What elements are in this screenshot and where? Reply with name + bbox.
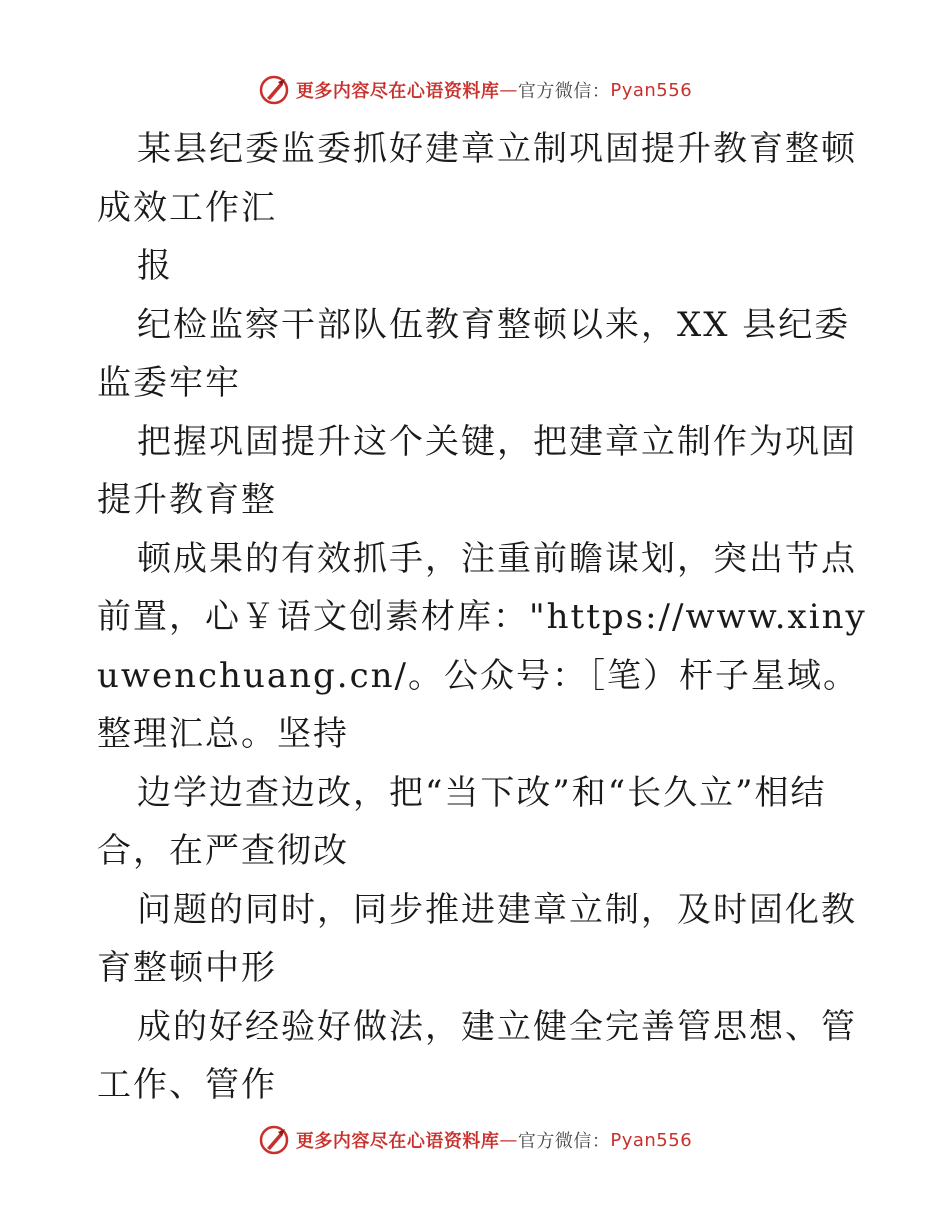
banner-official-label: 官方微信： bbox=[517, 81, 611, 102]
banner-dash: — bbox=[499, 79, 518, 101]
doc-paragraph: 把握巩固提升这个关键，把建章立制作为巩固提升教育整 bbox=[97, 421, 857, 520]
document-body bbox=[97, 120, 867, 1115]
doc-paragraph: 成的好经验好做法，建立健全完善管思想、管工作、管作 bbox=[97, 1006, 857, 1105]
doc-paragraph: 问题的同时，同步推进建章立制，及时固化教育整顿中形 bbox=[97, 889, 857, 988]
doc-paragraph: 边学边查边改，把“当下改”和“长久立”相结合，在严查彻改 bbox=[97, 772, 827, 871]
quill-pen-circle-icon bbox=[258, 1124, 290, 1156]
banner-site-text: 更多内容尽在心语资料库 bbox=[295, 81, 500, 102]
doc-title-continuation: 报 bbox=[137, 246, 173, 286]
footer-banner bbox=[0, 1120, 950, 1160]
doc-paragraph: 顿成果的有效抓手，注重前瞻谋划，突出节点前置，心￥语文创素材库："https://www.xinyuwenchuang.cn/。公众号：［笔）杆子星域。整理汇总。坚持 bbox=[97, 538, 867, 754]
banner-dash: — bbox=[499, 1129, 518, 1151]
banner-wechat-id: Pyan556 bbox=[610, 1129, 693, 1151]
header-banner bbox=[0, 70, 950, 110]
quill-pen-circle-icon bbox=[258, 74, 290, 106]
doc-paragraph: 纪检监察干部队伍教育整顿以来，XX 县纪委监委牢牢 bbox=[97, 304, 851, 403]
doc-title-line: 某县纪委监委抓好建章立制巩固提升教育整顿成效工作汇 bbox=[97, 129, 857, 228]
banner-wechat-id: Pyan556 bbox=[610, 79, 693, 101]
banner-official-label: 官方微信： bbox=[517, 1131, 611, 1152]
banner-site-text: 更多内容尽在心语资料库 bbox=[295, 1131, 500, 1152]
